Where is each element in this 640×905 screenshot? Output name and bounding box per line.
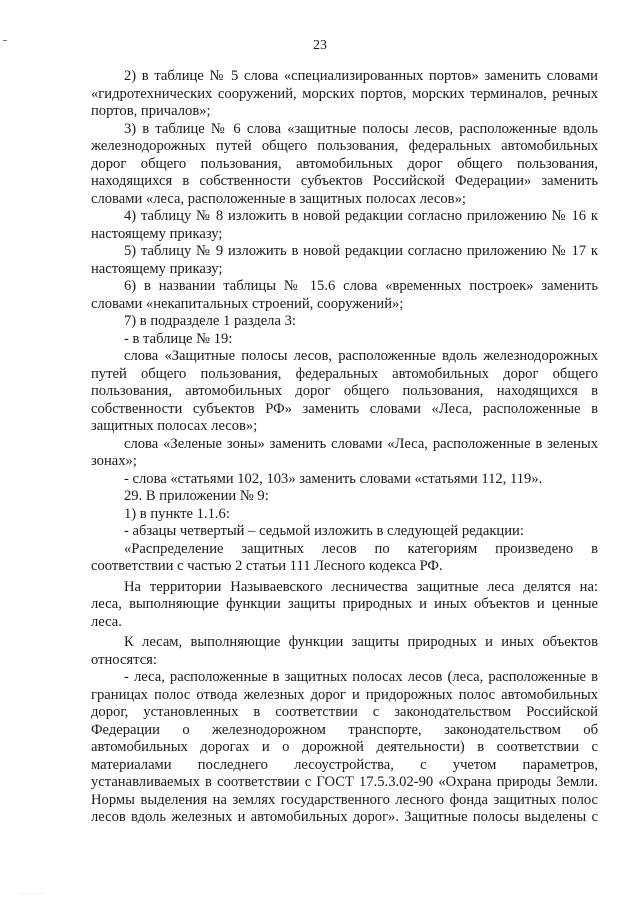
text-line: находящихся в собственности субъектов Российской Федерации» заменить — [91, 173, 598, 189]
text-line: - в таблице № 19: — [124, 330, 233, 347]
text-line: железнодорожных путей общего пользования, федеральных автомобильных — [91, 138, 598, 154]
document-body — [91, 68, 598, 827]
text-line: слова «Защитные полосы лесов, расположенные вдоль железнодорожных — [124, 348, 598, 364]
text-line: 4) таблицу № 8 изложить в новой редакции согласно приложению № 16 к — [124, 208, 598, 224]
text-line: 2) в таблице № 5 слова «специализированных портов» заменить словами — [124, 68, 598, 84]
text-line: - абзацы четвертый – седьмой изложить в следующей редакции: — [124, 523, 524, 539]
text-line: собственности субъектов РФ» заменить словами «Леса, расположенные в — [91, 400, 598, 417]
text-line: зонах»; — [91, 453, 137, 469]
text-line: материалами последнего лесоустройства, с учетом параметров, — [91, 756, 598, 773]
text-line: дорог, установленных в соответствии с законодательством Российской — [91, 704, 598, 720]
text-line: настоящему приказу; — [91, 260, 223, 277]
text-line: автомобильных дорогах и о дорожной деятельности) в соответствии с — [91, 739, 598, 755]
page-number: 23 — [313, 38, 327, 53]
text-line: 5) таблицу № 9 изложить в новой редакции согласно приложению № 17 к — [124, 243, 598, 259]
text-line: леса, выполняющие функции защиты природных и иных объектов и ценные — [91, 596, 598, 612]
text-line: словами «некапитальных строений, сооружений»; — [91, 295, 404, 312]
text-line: «Распределение защитных лесов по категориям произведено в — [124, 540, 598, 557]
text-line: леса. — [91, 613, 122, 630]
text-line: защитных полосах лесов»; — [91, 418, 258, 434]
text-line: «гидротехнических сооружений, морских портов, морских терминалов, речных — [91, 85, 598, 102]
text-line: границах полос отвода железных дорог и придорожных полос автомобильных — [91, 686, 598, 703]
text-line: На территории Назывaевского лесничества защитные леса делятся на: — [124, 578, 598, 595]
text-line: 6) в названии таблицы № 15.6 слова «временных построек» заменить — [124, 278, 598, 294]
text-line: К лесам, выполняющие функции защиты природных и иных объектов — [124, 634, 598, 650]
text-line: Федерации о железнодорожном транспорте, законодательством об — [91, 721, 598, 738]
text-line: дорог общего пользования, автомобильных дорог общего пользования, — [91, 155, 598, 172]
text-line: - слова «статьями 102, 103» заменить словами «статьями 112, 119». — [124, 470, 543, 487]
text-line: устанавливаемых в соответствии с ГОСТ 17.5.3.02-90 «Охрана природы Земли. — [91, 774, 598, 790]
text-line: Нормы выделения на землях государственного лесного фонда защитных полос — [91, 791, 598, 808]
text-line: 7) в подразделе 1 раздела 3: — [124, 313, 296, 329]
text-line: соответствии с частью 2 статьи 111 Лесного кодекса РФ. — [91, 558, 443, 574]
text-line: портов, причалов»; — [91, 103, 211, 119]
text-line: словами «леса, расположенные в защитных полосах лесов»; — [91, 190, 466, 207]
scan-footer-mark: · · · · · · · · · · — [18, 891, 43, 896]
text-line: 3) в таблице № 6 слова «защитные полосы лесов, расположенные вдоль — [124, 120, 598, 137]
text-line: 29. В приложении № 9: — [124, 488, 269, 504]
text-line: пользования, автомобильных дорог общего пользования, находящихся в — [91, 383, 598, 399]
text-line: относятся: — [91, 651, 157, 668]
text-line: лесов вдоль железных и автомобильных дорог». Защитные полосы выделены с — [91, 809, 598, 825]
text-line: - леса, расположенные в защитных полосах лесов (леса, расположенные в — [124, 669, 598, 685]
text-line: путей общего пользования, федеральных автомобильных дорог общего — [91, 365, 598, 382]
text-line: слова «Зеленые зоны» заменить словами «Леса, расположенные в зеленых — [124, 435, 598, 452]
text-line: настоящему приказу; — [91, 225, 223, 242]
text-line: 1) в пункте 1.1.6: — [124, 505, 230, 522]
